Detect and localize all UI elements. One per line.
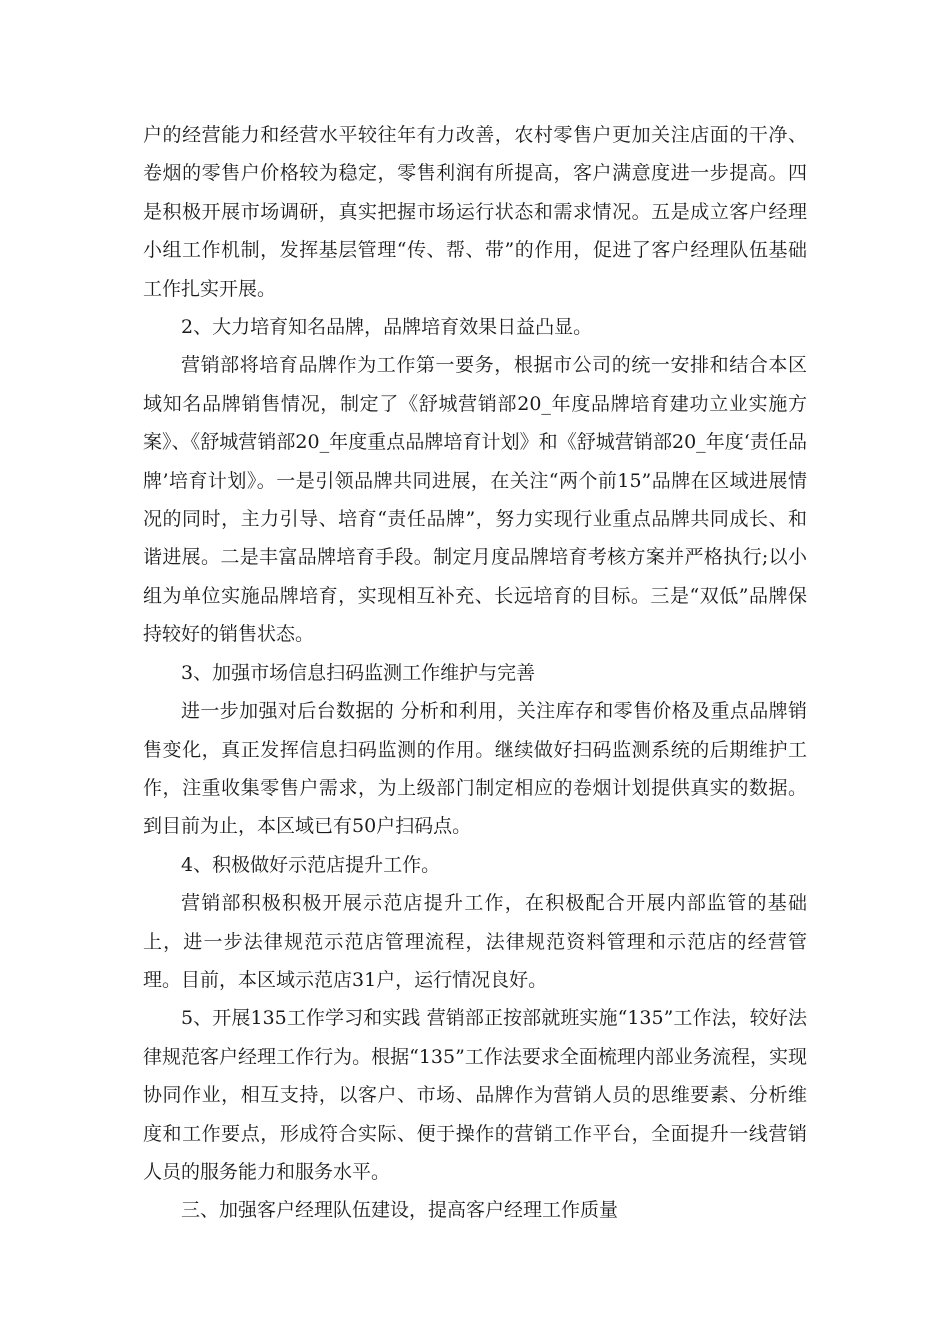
section-heading: 4、积极做好示范店提升工作。: [181, 853, 441, 876]
chapter-heading: 三、加强客户经理队伍建设，提高客户经理工作质量: [181, 1199, 619, 1222]
body-paragraph: 营销部积极积极开展示范店提升工作，在积极配合开展内部监管的基础上，进一步法律规范示范店管理流程，法律规范资料管理和示范店的经营管理。目前，本区域示范店31户，运行情况良好。: [143, 892, 807, 991]
body-paragraph: 户的经营能力和经营水平较往年有力改善，农村零售户更加关注店面的干净、卷烟的零售户价格较为稳定，零售利润有所提高，客户满意度进一步提高。四是积极开展市场调研，真实把握市场运行状态和需求情况。五是成立客户经理小组工作机制，发挥基层管理“传、帮、带”的作用，促进了客户经理队伍基础工作扎实开展。: [143, 124, 807, 300]
document-body: [143, 116, 807, 1230]
section-heading: 2、大力培育知名品牌，品牌培育效果日益凸显。: [181, 316, 593, 339]
body-paragraph: 营销部将培育品牌作为工作第一要务，根据市公司的统一安排和结合本区域知名品牌销售情况，制定了《舒城营销部20_年度品牌培育建功立业实施方案》、《舒城营销部20_年度重点品牌培育计划》和《舒城营销部20_年度‘责任品牌’培育计划》。一是引领品牌共同进展，在关注“两个前15”品牌在区域进展情况的同时，主力引导、培育“责任品牌”，努力实现行业重点品牌共同成长、和谐进展。二是丰富品牌培育手段。制定月度品牌培育考核方案并严格执行;以小组为单位实施品牌培育，实现相互补充、长远培育的目标。三是“双低”品牌保持较好的销售状态。: [143, 354, 807, 646]
body-paragraph: 进一步加强对后台数据的 分析和利用，关注库存和零售价格及重点品牌销售变化，真正发挥信息扫码监测的作用。继续做好扫码监测系统的后期维护工作，注重收集零售户需求，为上级部门制定相应的卷烟计划提供真实的数据。到目前为止，本区域已有50户扫码点。: [143, 700, 807, 838]
body-paragraph: 5、开展135工作学习和实践 营销部正按部就班实施“135”工作法，较好法律规范客户经理工作行为。根据“135”工作法要求全面梳理内部业务流程，实现协同作业，相互支持，以客户、市场、品牌作为营销人员的思维要素、分析维度和工作要点，形成符合实际、便于操作的营销工作平台，全面提升一线营销人员的服务能力和服务水平。: [143, 1007, 807, 1183]
section-heading: 3、加强市场信息扫码监测工作维护与完善: [181, 661, 536, 684]
